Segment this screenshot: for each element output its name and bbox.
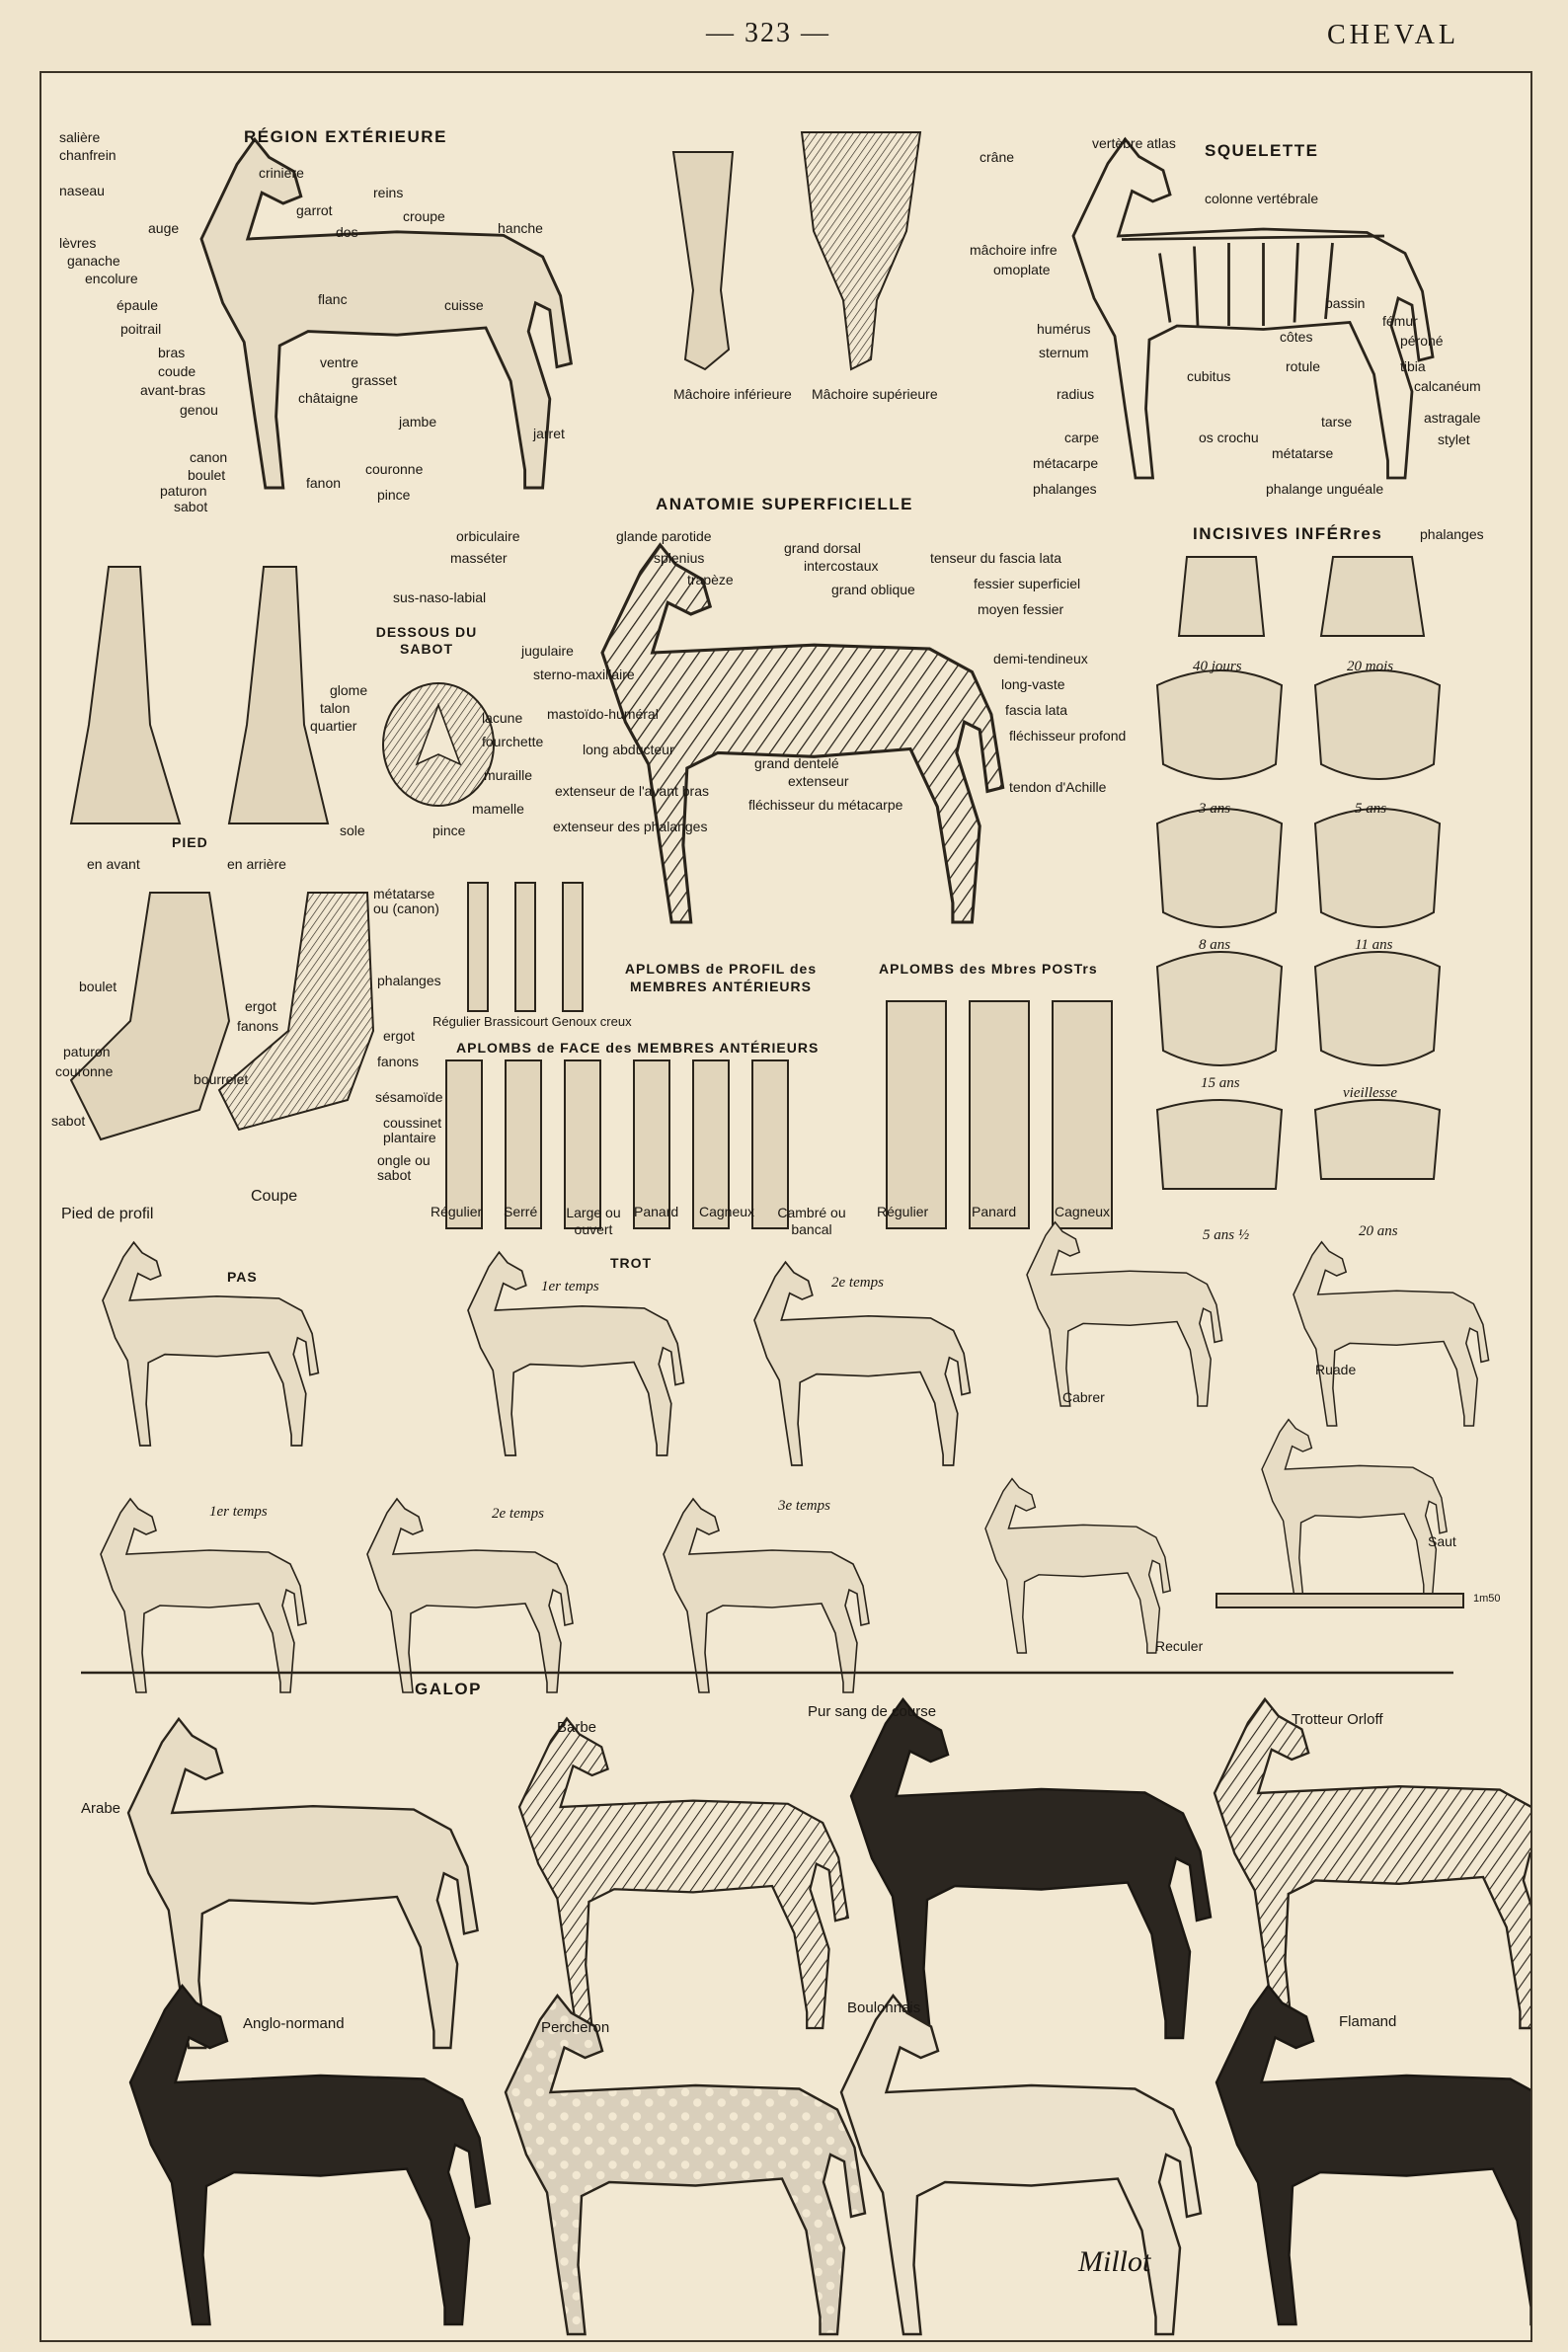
label: genou (180, 402, 218, 418)
label: jarret (533, 426, 565, 441)
aplombs-post-label: Régulier (877, 1204, 929, 1219)
label-reculer: Reculer (1155, 1638, 1204, 1654)
gait-horses-row2 (101, 1420, 1463, 1692)
label: sternum (1039, 345, 1089, 360)
title-aplombs-profil: APLOMBS de PROFIL des MEMBRES ANTÉRIEURS (624, 961, 818, 995)
label: phalange unguéale (1266, 481, 1384, 497)
label: coude (158, 363, 196, 379)
aplombs-face-label: Régulier (431, 1204, 483, 1219)
aplombs-face-label: Panard (634, 1204, 679, 1219)
label: fanons (377, 1054, 420, 1069)
label: mastoïdo-huméral (547, 706, 659, 722)
label: phalanges (1033, 481, 1097, 497)
label: crinière (259, 165, 304, 181)
label: rotule (1286, 358, 1321, 374)
label: carpe (1064, 430, 1100, 445)
label: long abducteur (583, 742, 674, 757)
label-galop-3: 3e temps (778, 1498, 830, 1514)
gait-horses-row1 (103, 1222, 1489, 1465)
label-cabrer: Cabrer (1062, 1389, 1105, 1405)
aplombs-post-label: Panard (972, 1204, 1017, 1219)
machoire-inferieure (673, 152, 733, 369)
label: sésamoïde (375, 1089, 443, 1105)
label: fourchette (482, 734, 544, 749)
label: grasset (352, 372, 397, 388)
label: splenius (654, 550, 705, 566)
label: métatarse ou (canon) (373, 886, 439, 917)
label: pince (377, 487, 411, 503)
caption-coupe: Coupe (251, 1188, 298, 1205)
breed-label: Flamand (1339, 2013, 1397, 2030)
label: masséter (450, 550, 508, 566)
label-galop-2: 2e temps (492, 1506, 544, 1522)
label: calcanéum (1414, 378, 1481, 394)
label: ganache (67, 253, 120, 269)
label: mamelle (472, 801, 524, 817)
label: humérus (1037, 321, 1091, 337)
label: encolure (85, 271, 138, 286)
label-ruade: Ruade (1315, 1362, 1357, 1377)
aplombs-face-label: Cagneux (699, 1204, 755, 1219)
breed-label: Arabe (81, 1800, 121, 1817)
label: ongle ou sabot (377, 1152, 431, 1184)
label: reins (373, 185, 404, 200)
label: intercostaux (804, 558, 879, 574)
aplombs-profil-sub: Régulier Brassicourt Genoux creux (432, 1014, 632, 1029)
aplombs-post-label: Cagneux (1055, 1204, 1111, 1219)
title-pied: PIED (172, 834, 208, 850)
caption-machoire-superieure: Mâchoire supérieure (812, 386, 938, 402)
aplombs-face-label: Large ou ouvert (566, 1205, 621, 1237)
label: garrot (296, 202, 333, 218)
incisor-age: 20 ans (1359, 1223, 1398, 1239)
label-trot-1: 1er temps (541, 1279, 599, 1294)
breed-label: Anglo-normand (243, 2015, 345, 2032)
label: hanche (498, 220, 543, 236)
label: châtaigne (298, 390, 358, 406)
breed-horses-row2 (130, 1986, 1530, 2334)
aplombs-face-label: Serré (504, 1204, 538, 1219)
caption-machoire-inferieure: Mâchoire inférieure (673, 386, 792, 402)
machoire-superieure (802, 132, 920, 369)
incisor-age: 5 ans (1355, 801, 1387, 817)
breed-label: Trotteur Orloff (1292, 1711, 1383, 1728)
label: tenseur du fascia lata (930, 550, 1062, 566)
label: avant-bras (140, 382, 206, 398)
label-galop: GALOP (415, 1680, 482, 1698)
incisor-age: 11 ans (1355, 937, 1393, 953)
label: muraille (484, 767, 533, 783)
label: grand oblique (831, 582, 915, 597)
incisor-age: vieillesse (1343, 1085, 1397, 1101)
label-galop-1: 1er temps (209, 1504, 268, 1520)
incisor-age: 15 ans (1201, 1075, 1240, 1091)
label: tendon d'Achille (1009, 779, 1107, 795)
label: croupe (403, 208, 445, 224)
label: extenseur des phalanges (553, 819, 708, 834)
label: sus-naso-labial (393, 589, 487, 605)
label: canon (190, 449, 228, 465)
page-number: — 323 — (706, 18, 830, 48)
label: jugulaire (521, 643, 574, 659)
label: boulet (188, 467, 226, 483)
label: pince (432, 823, 466, 838)
caption-pied-profil: Pied de profil (61, 1206, 154, 1222)
label: grand dentelé (754, 755, 839, 771)
label-pas: PAS (227, 1269, 258, 1285)
header-word: CHEVAL (1327, 20, 1459, 50)
title-anatomie: ANATOMIE SUPERFICIELLE (656, 495, 913, 513)
label: tarse (1321, 414, 1353, 430)
caption-en-avant: en avant (87, 856, 140, 872)
title-dessous-sabot: DESSOUS DU SABOT (375, 624, 478, 657)
label: fléchisseur du métacarpe (748, 797, 903, 813)
label: lèvres (59, 235, 97, 251)
incisor-age: 3 ans (1199, 801, 1231, 817)
label-trot-2: 2e temps (831, 1275, 884, 1291)
signature: Millot (1078, 2245, 1151, 2278)
label: ventre (320, 354, 358, 370)
label: colonne vertébrale (1205, 191, 1319, 206)
label: glande parotide (616, 528, 712, 544)
title-aplombs-face: APLOMBS de FACE des MEMBRES ANTÉRIEURS (456, 1040, 820, 1056)
label: lacune (482, 710, 523, 726)
illustration-plate (39, 71, 1532, 2342)
label: épaule (117, 297, 159, 313)
label: naseau (59, 183, 105, 198)
label: fessier superficiel (974, 576, 1081, 591)
label: couronne (55, 1063, 114, 1079)
label: radius (1057, 386, 1095, 402)
label: glome (330, 682, 368, 698)
breed-label: Barbe (557, 1719, 597, 1736)
label: fémur (1382, 313, 1418, 329)
anatomy-horse (602, 545, 1003, 922)
label: jambe (399, 414, 437, 430)
label: ergot (245, 998, 276, 1014)
incisor-age: 20 mois (1347, 659, 1394, 674)
label: métatarse (1272, 445, 1334, 461)
label: stylet (1438, 431, 1470, 447)
sabot-underside (383, 683, 494, 806)
label: côtes (1280, 329, 1313, 345)
title-aplombs-post: APLOMBS des Mbres POSTrs (879, 961, 1098, 977)
title-squelette: SQUELETTE (1205, 141, 1319, 160)
aplombs-legs (446, 883, 1112, 1228)
label: sabot (51, 1113, 86, 1129)
label: fanons (237, 1018, 279, 1034)
label: bras (158, 345, 186, 360)
label: quartier (310, 718, 357, 734)
label: fléchisseur profond (1009, 728, 1127, 744)
label: chanfrein (59, 147, 117, 163)
label: grand dorsal (784, 540, 861, 556)
title-region-exterieure: RÉGION EXTÉRIEURE (244, 127, 447, 146)
label: métacarpe (1033, 455, 1099, 471)
label: trapèze (687, 572, 734, 588)
label-saut: Saut (1428, 1533, 1456, 1549)
hooves-front-back (71, 567, 328, 823)
label: extenseur (788, 773, 849, 789)
label: phalanges (377, 973, 441, 988)
title-incisives: INCISIVES INFÉRres (1193, 524, 1383, 543)
label: phalanges (1420, 526, 1484, 542)
breed-horses-row1 (128, 1699, 1530, 2048)
label-saut-mark: 1m50 (1473, 1593, 1501, 1605)
label: mâchoire infre (970, 242, 1058, 258)
label-trot: TROT (610, 1255, 653, 1271)
label: auge (148, 220, 180, 236)
label: orbiculaire (456, 528, 520, 544)
aplombs-face-label: Cambré ou bancal (777, 1205, 846, 1237)
label: astragale (1424, 410, 1481, 426)
label: cubitus (1187, 368, 1231, 384)
label: sterno-maxillaire (533, 666, 635, 682)
caption-en-arriere: en arrière (227, 856, 286, 872)
label: fascia lata (1005, 702, 1068, 718)
label: couronne (365, 461, 424, 477)
label: salière (59, 129, 101, 145)
label: talon (320, 700, 351, 716)
label: fanon (306, 475, 342, 491)
label: crâne (980, 149, 1015, 165)
label: boulet (79, 979, 118, 994)
label: sole (340, 823, 365, 838)
label: ergot (383, 1028, 415, 1044)
label: vertèbre atlas (1092, 135, 1176, 151)
incisor-age: 8 ans (1199, 937, 1231, 953)
breed-label: Boulonnais (847, 1999, 921, 2016)
label: tibia (1400, 358, 1426, 374)
label: coussinet plantaire (383, 1115, 442, 1146)
label: extenseur de l'avant bras (555, 783, 709, 799)
label: péroné (1400, 333, 1444, 349)
label: bourrelet (194, 1071, 249, 1087)
incisor-age: 40 jours (1193, 659, 1242, 674)
breed-label: Percheron (541, 2019, 610, 2036)
label: demi-tendineux (993, 651, 1088, 666)
label: paturon (160, 483, 207, 499)
label: long-vaste (1001, 676, 1065, 692)
label: cuisse (444, 297, 484, 313)
label: sabot (174, 499, 208, 514)
label: bassin (1325, 295, 1366, 311)
breed-label: Pur sang de course (808, 1703, 937, 1720)
label: paturon (63, 1044, 111, 1059)
pied-profil (71, 893, 373, 1139)
label: os crochu (1199, 430, 1259, 445)
label: flanc (318, 291, 348, 307)
label: omoplate (993, 262, 1051, 277)
incisors (1157, 557, 1440, 1189)
incisor-age: 5 ans ½ (1203, 1227, 1250, 1243)
label: dos (336, 224, 358, 240)
label: moyen fessier (978, 601, 1064, 617)
label: poitrail (120, 321, 162, 337)
